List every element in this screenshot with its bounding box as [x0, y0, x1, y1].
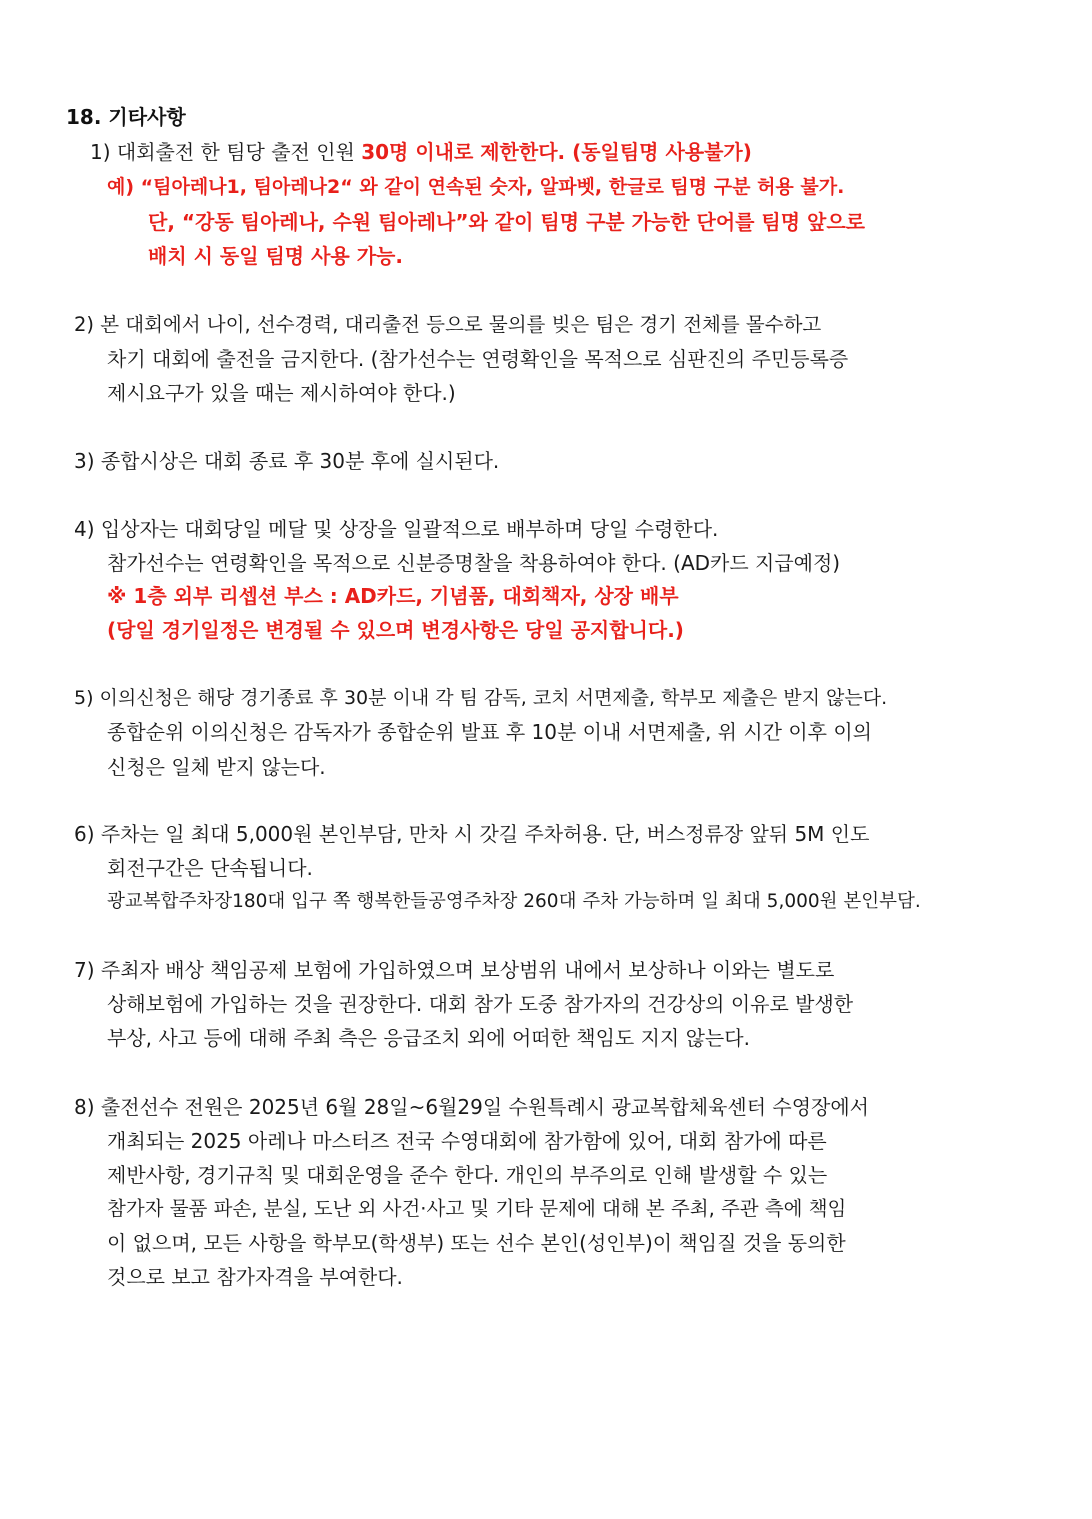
section-title: 18. 기타사항 — [66, 105, 186, 129]
item-3-line-1: 3) 종합시상은 대회 종료 후 30분 후에 실시된다. — [74, 449, 500, 473]
item-1-line-1 — [90, 138, 752, 166]
item-6-line-3: 광교복합주차장180대 입구 쪽 행복한들공영주차장 260대 주차 가능하며 일 최대 5,000원 본인부담. — [107, 891, 921, 912]
item-7-line-2: 상해보험에 가입하는 것을 권장한다. 대회 참가 도중 참가자의 건강상의 이유로 발생한 — [107, 992, 854, 1016]
item-6-line-2: 회전구간은 단속됩니다. — [107, 856, 313, 880]
item-8-line-1: 8) 출전선수 전원은 2025년 6월 28일~6월29일 수원특례시 광교복합체육센터 수영장에서 — [74, 1095, 869, 1119]
item-5-line-1: 5) 이의신청은 해당 경기종료 후 30분 이내 각 팀 감독, 코치 서면제출, 학부모 제출은 받지 않는다. — [74, 687, 888, 709]
item-5-line-2: 종합순위 이의신청은 감독자가 종합순위 발표 후 10분 이내 서면제출, 위 시간 이후 이의 — [107, 720, 872, 744]
item-1-highlight: 30명 이내로 제한한다. (동일팀명 사용불가) — [361, 140, 752, 164]
item-1-example-line-2: 단, “강동 팀아레나, 수원 팀아레나”와 같이 팀명 구분 가능한 단어를 팀명 앞으로 — [148, 210, 865, 234]
item-4-line-1: 4) 입상자는 대회당일 메달 및 상장을 일괄적으로 배부하며 당일 수령한다. — [74, 517, 719, 541]
item-8-line-5: 이 없으며, 모든 사항을 학부모(학생부) 또는 선수 본인(성인부)이 책임질 것을 동의한 — [107, 1231, 846, 1255]
item-1-prefix: 1) 대회출전 한 팀당 출전 인원 — [90, 140, 362, 164]
item-5-line-3: 신청은 일체 받지 않는다. — [107, 755, 326, 779]
item-7-line-1: 7) 주최자 배상 책임공제 보험에 가입하였으며 보상범위 내에서 보상하나 이와는 별도로 — [74, 958, 835, 982]
item-1-example-line-1: 예) “팀아레나1, 팀아레나2“ 와 같이 연속된 숫자, 알파벳, 한글로 팀명 구분 허용 불가. — [107, 176, 845, 198]
item-1-example-line-3: 배치 시 동일 팀명 사용 가능. — [148, 244, 403, 268]
item-8-line-6: 것으로 보고 참가자격을 부여한다. — [107, 1265, 403, 1289]
item-2-line-3: 제시요구가 있을 때는 제시하여야 한다.) — [107, 381, 456, 405]
item-8-line-3: 제반사항, 경기규칙 및 대회운영을 준수 한다. 개인의 부주의로 인해 발생할 수 있는 — [107, 1163, 828, 1187]
item-2-line-1: 2) 본 대회에서 나이, 선수경력, 대리출전 등으로 물의를 빚은 팀은 경기 전체를 몰수하고 — [74, 313, 822, 336]
item-7-line-3: 부상, 사고 등에 대해 주최 측은 응급조치 외에 어떠한 책임도 지지 않는다. — [107, 1026, 750, 1050]
item-4-notice: ※ 1층 외부 리셉션 부스 : AD카드, 기념품, 대회책자, 상장 배부 — [107, 584, 679, 608]
item-8-line-2: 개최되는 2025 아레나 마스터즈 전국 수영대회에 참가함에 있어, 대회 참가에 따른 — [107, 1129, 827, 1153]
item-8-line-4: 참가자 물품 파손, 분실, 도난 외 사건·사고 및 기타 문제에 대해 본 주최, 주관 측에 책임 — [107, 1197, 847, 1220]
item-4-schedule-note: (당일 경기일정은 변경될 수 있으며 변경사항은 당일 공지합니다.) — [107, 618, 684, 642]
item-2-line-2: 차기 대회에 출전을 금지한다. (참가선수는 연령확인을 목적으로 심판진의 주민등록증 — [107, 347, 849, 371]
item-4-line-2: 참가선수는 연령확인을 목적으로 신분증명찰을 착용하여야 한다. (AD카드 지급예정) — [107, 551, 841, 575]
item-6-line-1: 6) 주차는 일 최대 5,000원 본인부담, 만차 시 갓길 주차허용. 단, 버스정류장 앞뒤 5M 인도 — [74, 822, 870, 846]
